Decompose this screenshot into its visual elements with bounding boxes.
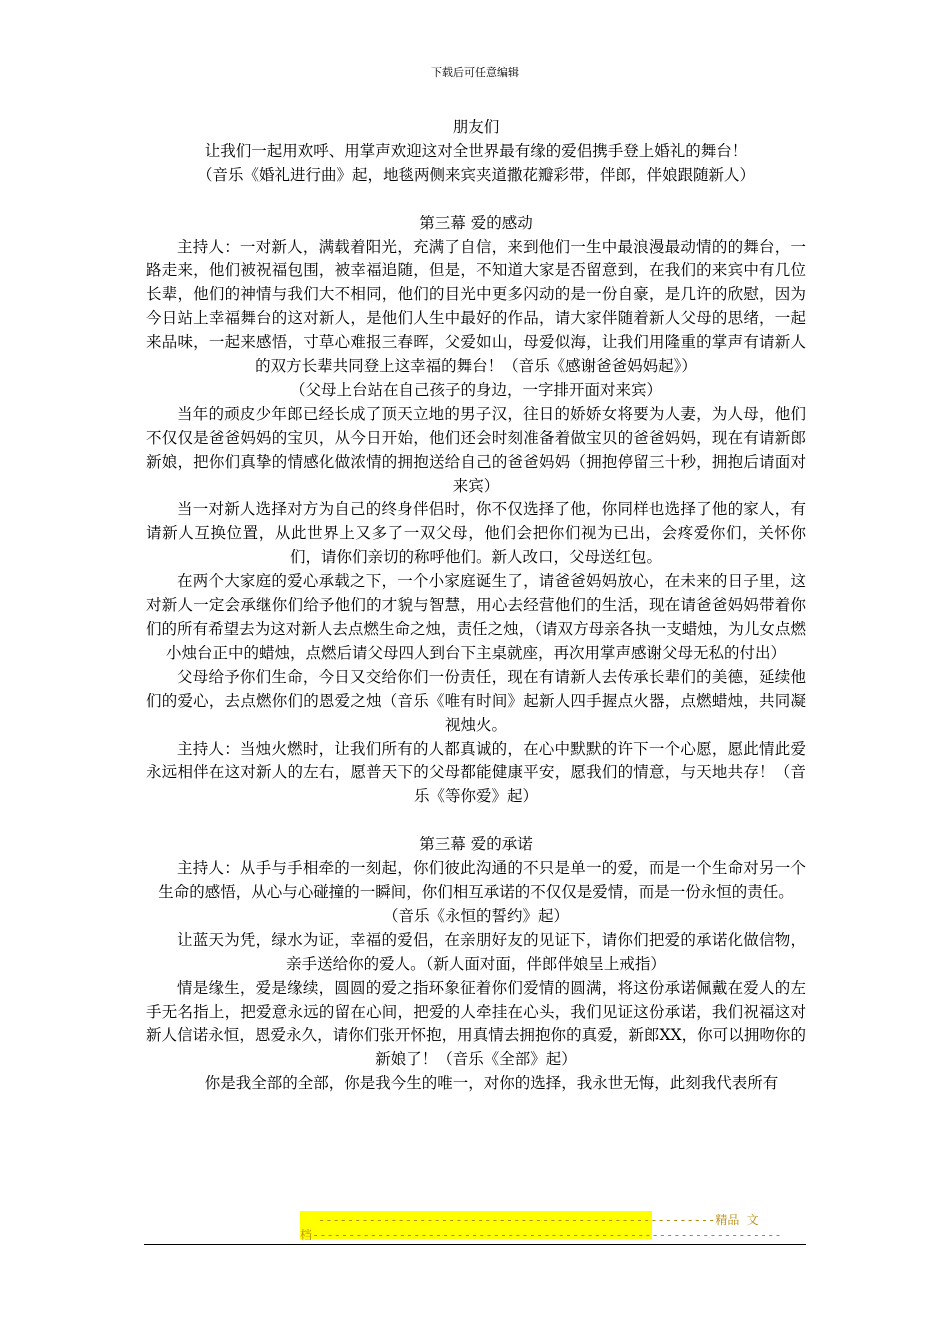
paragraph: 第三幕 爱的承诺	[419, 835, 533, 854]
paragraph: 当一对新人选择对方为自己的终身伴侣时，你不仅选择了他，你同样也选择了他的家人，有请新人互换位置，从此世界上又多了一双父母，他们会把你们视为已出，会疼爱你们，关怀你们，请你们亲切的称呼他们。新人改口，父母送红包。	[146, 500, 806, 567]
paragraph: （音乐《永恒的誓约》起）	[382, 906, 569, 925]
blank-line	[146, 809, 806, 833]
paragraph: 主持人：当烛火燃时，让我们所有的人都真诚的，在心中默默的许下一个心愿，愿此情此爱永远相伴在这对新人的左右，愿普天下的父母都能健康平安，愿我们的情意，与天地共存！（音乐《等你爱》起）	[146, 739, 806, 806]
footer-divider	[144, 1244, 806, 1245]
paragraph: 主持人：一对新人，满载着阳光，充满了自信，来到他们一生中最浪漫最动情的的舞台，一路走来，他们被祝福包围，被幸福追随，但是，不知道大家是否留意到，在我们的来宾中有几位长辈，他们的神情与我们大不相同，他们的目光中更多闪动的是一份自豪，是几许的欣慰，因为今日站上幸福舞台的这对新人，是他们人生中最好的作品，请大家伴随着新人父母的思绪，一起来品味，一起来感悟，寸草心难报三春晖，父爱如山，母爱似海，让我们用隆重的掌声有请新人的双方长辈共同登上这幸福的舞台！（音乐《感谢爸爸妈妈起》）	[146, 237, 806, 376]
paragraph: 当年的顽皮少年郎已经长成了顶天立地的男子汉，往日的娇娇女将要为人妻，为人母，他们不仅仅是爸爸妈妈的宝贝，从今日开始，他们还会时刻准备着做宝贝的爸爸妈妈，现在有请新郎新娘，把你们真挚的情感化做浓情的拥抱送给自己的爸爸妈妈（拥抱停留三十秒，拥抱后请面对来宾）	[146, 404, 806, 495]
document-body	[146, 116, 806, 1096]
paragraph: 你是我全部的全部，你是我今生的唯一，对你的选择，我永世无悔，此刻我代表所有	[204, 1074, 779, 1093]
footer-line-2: 档-----------------------------------------------------------------	[300, 1228, 782, 1242]
paragraph: 情是缘生，爱是缘续，圆圆的爱之指环象征着你们爱情的圆满，将这份承诺佩戴在爱人的左手无名指上，把爱意永远的留在心间，把爱的人牵挂在心头，我们见证这份承诺，我们祝福这对新人信诺永恒，恩爱永久，请你们张开怀抱，用真情去拥抱你的真爱，新郎XX，你可以拥吻你的新娘了！（音乐《全部》起）	[146, 978, 806, 1069]
blank-line	[146, 188, 806, 212]
paragraph: 让我们一起用欢呼、用掌声欢迎这对全世界最有缘的爱侣携手登上婚礼的舞台！	[204, 141, 748, 160]
paragraph: 朋友们	[452, 118, 500, 136]
paragraph: （父母上台站在自己孩子的身边，一字排开面对来宾）	[289, 380, 662, 399]
paragraph: 主持人：从手与手相牵的一刻起，你们彼此沟通的不只是单一的爱，而是一个生命对另一个生命的感悟，从心与心碰撞的一瞬间，你们相互承诺的不仅仅是爱情，而是一份永恒的责任。	[158, 859, 806, 901]
footer-line-1: -------------------------------------------------------精品 文	[318, 1213, 759, 1227]
paragraph: 父母给予你们生命，今日又交给你们一份责任，现在有请新人去传承长辈们的美德，延续他们的爱心，去点燃你们的恩爱之烛（音乐《唯有时间》起新人四手握点火器，点燃蜡烛，共同凝视烛火。	[146, 667, 806, 734]
paragraph: 第三幕 爱的感动	[419, 213, 533, 232]
paragraph: 让蓝天为凭，绿水为证，幸福的爱侣，在亲朋好友的见证下，请你们把爱的承诺化做信物，亲手送给你的爱人。（新人面对面，伴郎伴娘呈上戒指）	[177, 930, 806, 973]
header-note: 下载后可任意编辑	[431, 66, 519, 79]
paragraph: （音乐《婚礼进行曲》起，地毯两侧来宾夹道撒花瓣彩带，伴郎，伴娘跟随新人）	[196, 165, 755, 184]
paragraph: 在两个大家庭的爱心承载之下，一个小家庭诞生了，请爸爸妈妈放心，在未来的日子里，这对新人一定会承继你们给予他们的才貌与智慧，用心去经营他们的生活，现在请爸爸妈妈带着你们的所有希望去为这对新人去点燃生命之烛，责任之烛，（请双方母亲各执一支蜡烛，为儿女点燃小烛台正中的蜡烛，点燃后请父母四人到台下主桌就座，再次用掌声感谢父母无私的付出）	[146, 572, 806, 662]
